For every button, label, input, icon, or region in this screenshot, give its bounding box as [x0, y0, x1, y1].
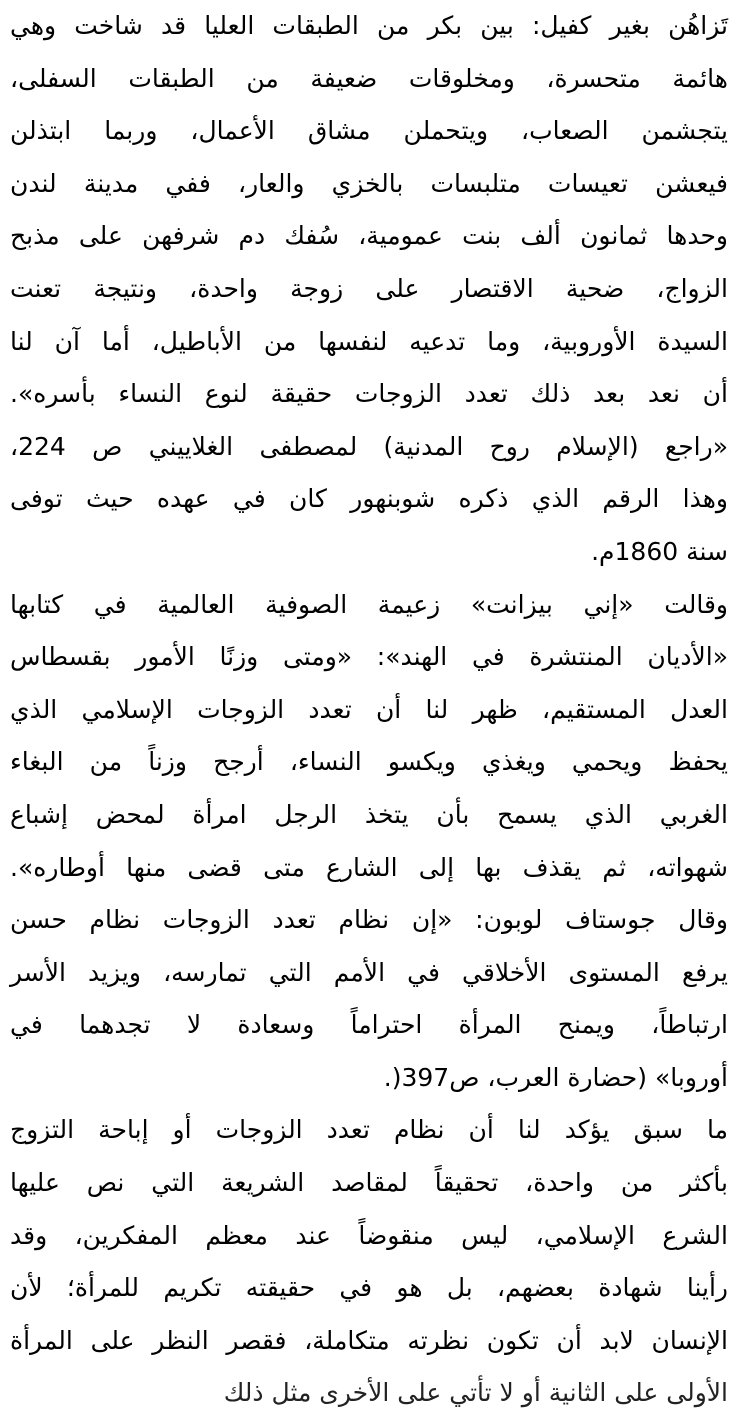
text-line: الشرع الإسلامي، ليس منقوضاً عند معظم المفكرين، وقد — [10, 1220, 728, 1250]
text-line: السيدة الأوروبية، وما تدعيه لنفسها من الأباطيل، أما آن لنا — [10, 326, 728, 356]
text-line: تَزاهُن بغير كفيل: بين بكر من الطبقات العليا قد شاخت وهي — [10, 11, 728, 40]
text-line: فيعشن تعيسات متلبسات بالخزي والعار، ففي مدينة لندن — [10, 168, 728, 198]
text-line: يتجشمن الصعاب، ويتحملن مشاق الأعمال، وربما ابتذلن — [10, 116, 728, 146]
text-line: وحدها ثمانون ألف بنت عمومية، سُفك دم شرفهن على مذبح — [10, 221, 728, 251]
text-line: العدل المستقيم، ظهر لنا أن تعدد الزوجات الإسلامي الذي — [10, 694, 728, 724]
text-line: «الأديان المنتشرة في الهند»: «ومتى وزنًا الأمور بقسطاس — [10, 642, 728, 672]
arabic-text-body — [10, 0, 728, 1408]
text-line: الزواج، ضحية الاقتصار على زوجة واحدة، ونتيجة تعنت — [10, 273, 728, 303]
text-line: بأكثر من واحدة، تحقيقاً لمقاصد الشريعة التي نص عليها — [10, 1168, 728, 1198]
text-line: رأينا شهادة بعضهم، بل هو في حقيقته تكريم للمرأة؛ لأن — [10, 1273, 728, 1303]
text-line: أوروبا» (حضارة العرب، ص397(. — [383, 1062, 728, 1092]
text-line: سنة 1860م. — [591, 536, 728, 566]
text-line: وهذا الرقم الذي ذكره شوبنهور كان في عهده حيث توفى — [10, 484, 728, 514]
text-line: وقالت «إني بيزانت» زعيمة الصوفية العالمية في كتابها — [10, 589, 728, 619]
text-line: هائمة متحسرة، ومخلوقات ضعيفة من الطبقات السفلى، — [10, 63, 728, 93]
text-line: يرفع المستوى الأخلاقي في الأمم التي تمارسه، ويزيد الأسر — [10, 957, 728, 987]
text-line: أن نعد بعد ذلك تعدد الزوجات حقيقة لنوع النساء بأسره». — [10, 379, 728, 409]
text-line-partial: الأولى على الثانية أو لا تأتي على الأخرى مثل ذلك — [223, 1378, 728, 1408]
text-line: ارتباطاً، ويمنح المرأة احتراماً وسعادة لا تجدهما في — [10, 1010, 728, 1040]
text-line: شهواته، ثم يقذف بها إلى الشارع متى قضى منها أوطاره». — [10, 852, 728, 882]
text-line: الإنسان لابد أن تكون نظرته متكاملة، فقصر النظر على المرأة — [10, 1325, 728, 1355]
text-line: «راجع (الإسلام روح المدنية) لمصطفى الغلاييني ص 224، — [10, 431, 728, 461]
text-line: يحفظ ويحمي ويغذي ويكسو النساء، أرجح وزناً من البغاء — [10, 747, 728, 777]
text-line: الغربي الذي يسمح بأن يتخذ الرجل امرأة لمحض إشباع — [10, 799, 728, 829]
text-line: ما سبق يؤكد لنا أن نظام تعدد الزوجات أو إباحة التزوج — [10, 1115, 728, 1145]
text-line: وقال جوستاف لوبون: «إن نظام تعدد الزوجات نظام حسن — [10, 905, 728, 935]
